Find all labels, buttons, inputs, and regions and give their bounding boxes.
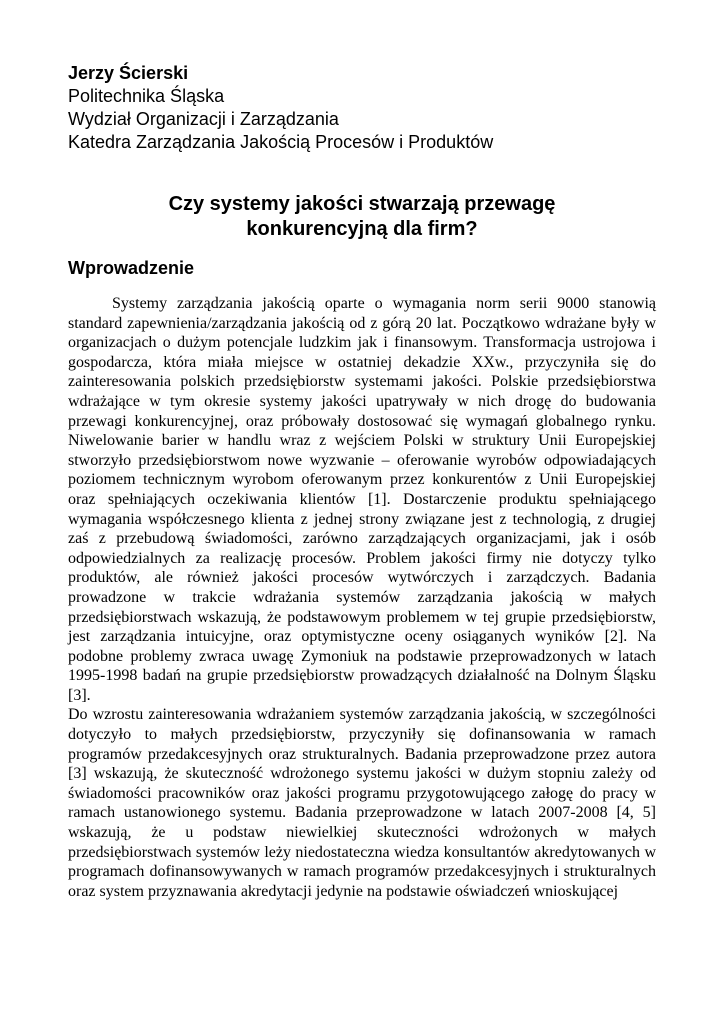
paper-title xyxy=(68,192,656,242)
section-heading: Wprowadzenie xyxy=(68,258,195,278)
paragraph-1: Systemy zarządzania jakością oparte o wymagania norm serii 9000 stanowią standard zapewnienia/zarządzania jakością od z górą 20 lat. Początkowo wdrażane były w organizacjach o dużym potencjale ludzkim jak i finansowym. Transformacja ustrojowa i gospodarcza, która miała miejsce w ostatniej dekadzie XXw., przyczyniła się do zainteresowania polskich przedsiębiorstw systemami jakości. Polskie przedsiębiorstwa wdrażające w tym okresie systemy jakości upatrywały w nich drogę do budowania przewagi konkurencyjnej, oraz próbowały dostosować się wymagań globalnego rynku. Niwelowanie barier w handlu wraz z wejściem Polski w struktury Unii Europejskiej stworzyło przedsiębiorstwom nowe wyzwanie – oferowanie wyrobów odpowiadających poziomem technicznym wyrobom oferowanym przez konkurentów z Unii Europejskiej oraz spełniających oczekiwania klientów [1]. Dostarczenie produktu spełniającego wymagania współczesnego klienta z jednej strony związane jest z technologią, z drugiej zaś z przebudową świadomości, zarówno zarządzających organizacjami, jak i osób odpowiedzialnych za realizację procesów. Problem jakości firmy nie dotyczy tylko produktów, ale również jakości procesów wytwórczych i zarządczych. Badania prowadzone w trakcie wdrażania systemów zarządzania jakością w małych przedsiębiorstwach wskazują, że podstawowym problemem w tej grupie przedsiębiorstw, jest zarządzania intuicyjne, oraz optymistyczne oceny osiąganych wyników [2]. Na podobne problemy zwraca uwagę Zymoniuk na podstawie przeprowadzonych w latach 1995-1998 badań na grupie przedsiębiorstw prowadzących działalność na Dolnym Śląsku [3]. xyxy=(68,295,656,704)
body-text xyxy=(68,294,656,901)
author-name: Jerzy Ścierski xyxy=(68,63,189,83)
author-block xyxy=(68,62,656,154)
affiliation-university: Politechnika Śląska xyxy=(68,86,225,106)
affiliation-department: Katedra Zarządzania Jakością Procesów i Produktów xyxy=(68,132,494,152)
document-page xyxy=(68,62,656,901)
affiliation-faculty: Wydział Organizacji i Zarządzania xyxy=(68,109,339,129)
paragraph-2: Do wzrostu zainteresowania wdrażaniem systemów zarządzania jakością, w szczególności dotyczyło to małych przedsiębiorstw, przyczyniły się dofinansowania w ramach programów przedakcesyjnych oraz strukturalnych. Badania przeprowadzone przez autora [3] wskazują, że skuteczność wdrożonego systemu jakości w dużym stopniu zależy od świadomości pracowników oraz jakości programu przygotowującego załogę do pracy w ramach ustanowionego systemu. Badania przeprowadzone w latach 2007-2008 [4, 5] wskazują, że u podstaw niewielkiej skuteczności wdrożonych w małych przedsiębiorstwach systemów leży niedostateczna wiedza konsultantów akredytowanych w programach dofinansowywanych w ramach programów przedakcesyjnych i strukturalnych oraz system przyznawania akredytacji jedynie na podstawie oświadczeń wnioskującej xyxy=(68,706,656,900)
paper-title-line-2: konkurencyjną dla firm? xyxy=(246,218,478,240)
paper-title-line-1: Czy systemy jakości stwarzają przewagę xyxy=(168,193,556,215)
